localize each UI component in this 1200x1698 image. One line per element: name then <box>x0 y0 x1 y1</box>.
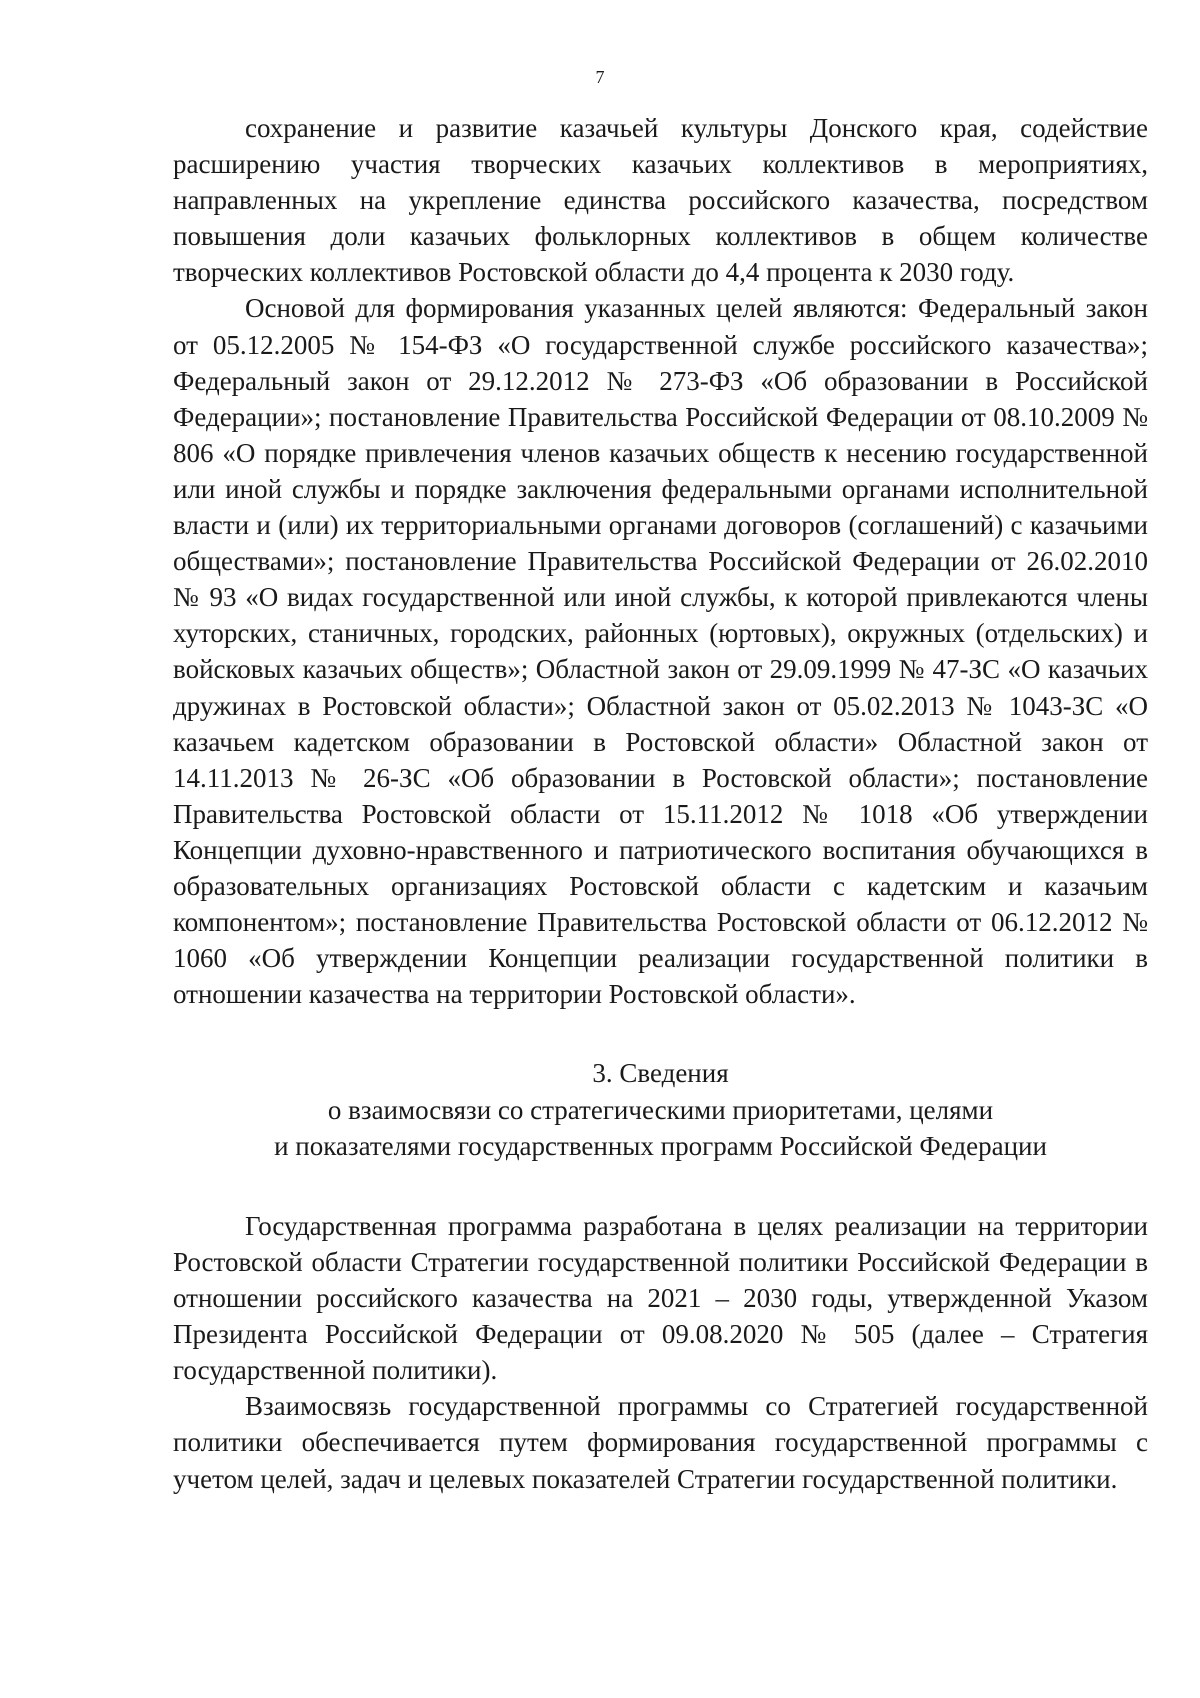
page-number: 7 <box>595 67 605 87</box>
section-heading-title: 3. Сведения <box>592 1058 729 1089</box>
paragraph-strategy-link: Взаимосвязь государственной программы со Стратегией государственной политики обеспечивается путем формирования государственной программы с учетом целей, задач и целевых показателей Стратегии государственной политики. <box>173 1391 1148 1494</box>
paragraph-legal-basis: Основой для формирования указанных целей являются: Федеральный закон от 05.12.2005 № 154-ФЗ «О государственной службе российского казачества»; Федеральный закон от 29.12.2012 № 273-ФЗ «Об образовании в Российской Федерации»; постановление Правительства Российской Федерации от 08.10.2009 № 806 «О порядке привлечения членов казачьих обществ к несению государственной или иной службы и порядке заключения федеральными органами исполнительной власти и (или) их территориальными органами договоров (соглашений) с казачьими обществами»; постановление Правительства Российской Федерации от 26.02.2010 № 93 «О видах государственной или иной службы, к которой привлекаются члены хуторских, станичных, городских, районных (юртовых), окружных (отдельских) и войсковых казачьих обществ»; Областной закон от 29.09.1999 № 47-ЗС «О казачьих дружинах в Ростовской области»; Областной закон от 05.02.2013 № 1043-ЗС «О казачьем кадетском образовании в Ростовской области» Областной закон от 14.11.2013 № 26-ЗС «Об образовании в Ростовской области»; постановление Правительства Ростовской области от 15.11.2012 № 1018 «Об утверждении Концепции духовно-нравственного и патриотического воспитания обучающихся в образовательных организациях Ростовской области с кадетским и казачьим компонентом»; постановление Правительства Ростовской области от 06.12.2012 № 1060 «Об утверждении Концепции реализации государственной политики в отношении казачества на территории Ростовской области». <box>173 293 1148 1010</box>
section-heading <box>173 1055 1148 1165</box>
section-heading-subtitle-line-1: о взаимосвязи со стратегическими приоритетами, целями <box>327 1094 994 1125</box>
page-content <box>173 110 1148 1497</box>
section-heading-subtitle-line-2: и показателями государственных программ Российской Федерации <box>274 1131 1047 1162</box>
section-body <box>173 1208 1148 1497</box>
paragraph-cossack-culture: сохранение и развитие казачьей культуры Донского края, содействие расширению участия творческих казачьих коллективов в мероприятиях, направленных на укрепление единства российского казачества, посредством повышения доли казачьих фольклорных коллективов в общем количестве творческих коллективов Ростовской области до 4,4 процента к 2030 году. <box>173 113 1148 288</box>
paragraph-state-program: Государственная программа разработана в целях реализации на территории Ростовской области Стратегии государственной политики Российской Федерации в отношении российского казачества на 2021 – 2030 годы, утвержденной Указом Президента Российской Федерации от 09.08.2020 № 505 (далее – Стратегия государственной политики). <box>173 1210 1148 1386</box>
